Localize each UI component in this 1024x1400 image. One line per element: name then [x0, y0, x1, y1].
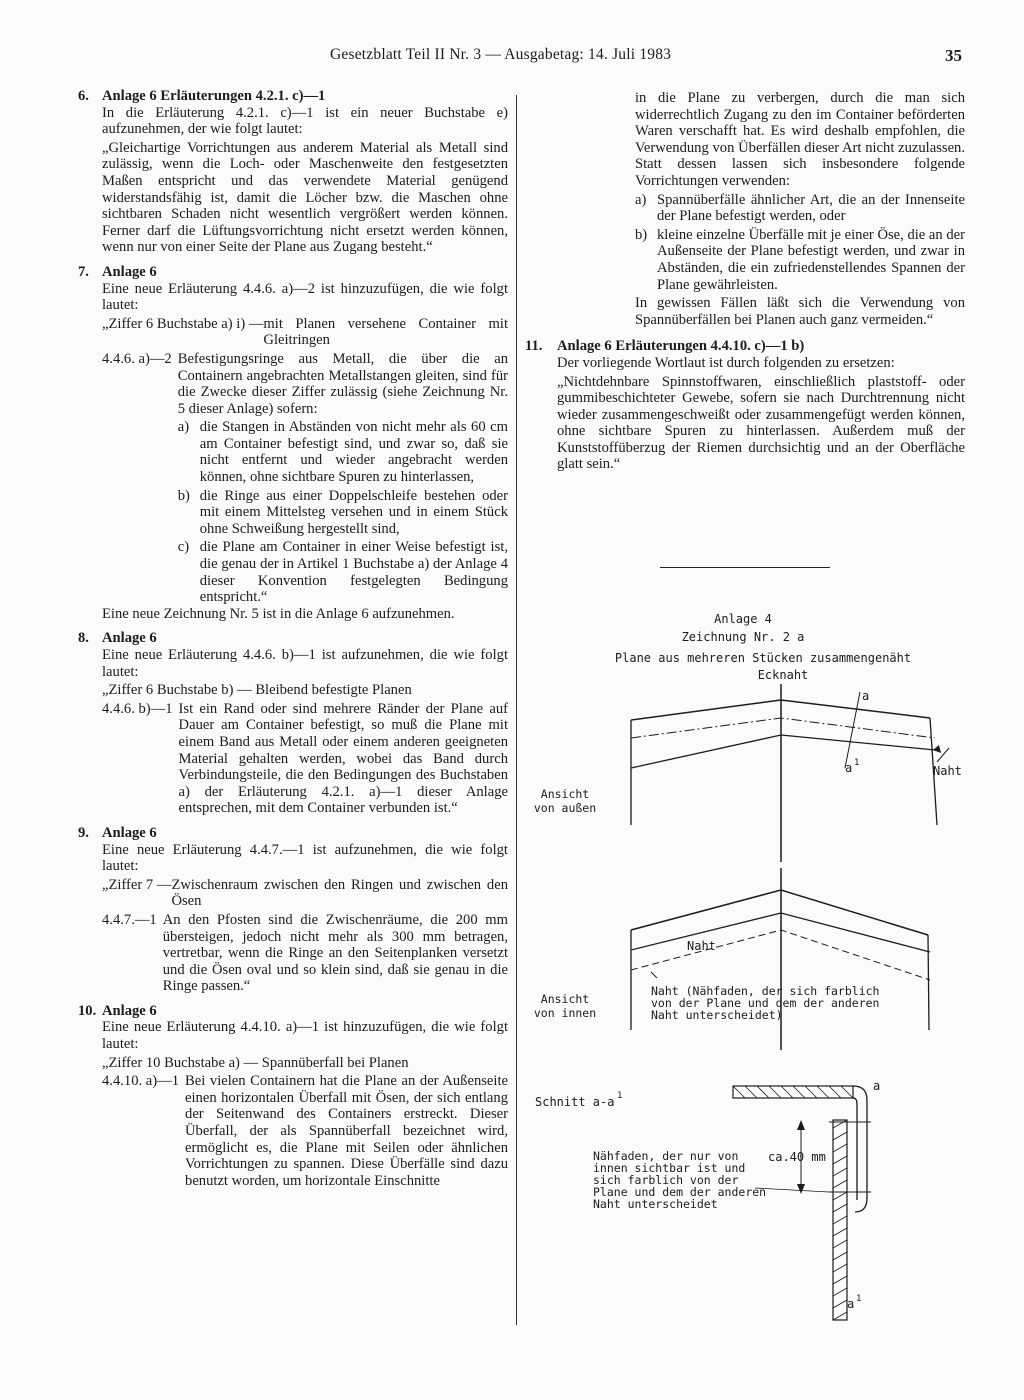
- list-key: a): [177, 419, 190, 436]
- inner-top-edge: [631, 890, 928, 935]
- page-number: 35: [945, 46, 962, 65]
- outside-view-label-1: Ansicht: [540, 787, 590, 801]
- thread-note-1: Nähfaden, der nur von: [593, 1149, 739, 1163]
- item-key: 4.4.10. a)—1: [102, 1073, 180, 1090]
- section-intro: Eine neue Erläuterung 4.4.6. a)—2 ist hinzuzufügen, die wie folgt lautet:: [102, 280, 508, 314]
- thread-note-2: innen sichtbar ist und: [593, 1161, 746, 1175]
- item-text: Bei vielen Containern hat die Plane an der Außenseite einen horizontalen Überfall mit Ösen, der sich entlang der Seitenwand des Containers erstreckt. Dieser Überfall, der als Spannüberfall bezeichnet wird, ermöglicht es, die Plane mit Seilen oder ähnlichen Vorrichtungen zu spannen. Diese Überfälle sind dazu benutzt worden, um horizontale Einschnitte: [185, 1073, 508, 1189]
- quote-label: „Ziffer 7 —: [102, 876, 172, 893]
- list-key: b): [635, 226, 648, 243]
- section-label: Schnitt a-a: [535, 1095, 615, 1109]
- thread-note-4: Plane und dem der anderen: [593, 1185, 767, 1199]
- figure-title-annex: Anlage 4: [714, 612, 772, 626]
- section-outro: Eine neue Zeichnung Nr. 5 ist in die Anlage 6 aufzunehmen.: [102, 605, 455, 622]
- quote-text: Zwischenraum zwischen den Ringen und zwischen den Ösen: [171, 876, 508, 910]
- inside-view-label-1: Ansicht: [540, 992, 590, 1006]
- quote-text: mit Planen versehene Container mit Gleitringen: [263, 315, 508, 349]
- marker-a-label: a: [862, 689, 870, 703]
- marker-a1-label: a: [845, 761, 853, 775]
- quote-label: „Ziffer 6 Buchstabe a) i) —: [102, 315, 264, 332]
- marker-a1-sup: 1: [854, 758, 860, 768]
- corner-seam-label: Ecknaht: [757, 668, 809, 682]
- list-key: c): [177, 539, 190, 556]
- list-text: die Stangen in Abständen von nicht mehr als 60 cm am Container befestigt sind, und zwar so, daß sie nicht entfernt und wieder angebracht werden können, ohne sichtbare Spuren zu hinterlassen,: [199, 419, 508, 486]
- section-number: 11.: [525, 338, 543, 355]
- section-number: 7.: [78, 263, 89, 280]
- section-label-sup: 1: [617, 1091, 623, 1101]
- section-10: [78, 1003, 508, 1190]
- continued-text: in die Plane zu verbergen, durch die man sich widerrechtlich Zugang zu den im Container beförderten Waren verschafft hat. Es wird deshalb empfohlen, die Verwendung von Überfällen dieser Art nicht zuzulassen. Statt dessen lassen sich insbesondere folgende Vorrichtungen verwenden:: [635, 90, 965, 189]
- list-key: b): [177, 487, 190, 504]
- inside-view-label-2: von innen: [533, 1006, 597, 1020]
- section-9: [78, 825, 508, 995]
- section-number: 10.: [78, 1002, 97, 1019]
- seam-arrowhead: [933, 745, 941, 753]
- section-8: [78, 630, 508, 817]
- section-number: 6.: [78, 88, 89, 104]
- item-key: 4.4.6. a)—2: [102, 350, 172, 367]
- list-key: a): [635, 191, 647, 208]
- section-marker-a1: a: [847, 1297, 855, 1311]
- section-number: 9.: [78, 824, 89, 841]
- list-text: kleine einzelne Überfälle mit je einer Öse, die an der Außenseite der Plane befestigt werden, und zwar in Abständen, die ein zufriedenstellendes Spannen der Plane gewährleisten.: [657, 226, 965, 293]
- thread-note-3: sich farblich von der: [593, 1173, 739, 1187]
- section-quote: „Ziffer 10 Buchstabe a) — Spannüberfall bei Planen: [102, 1054, 409, 1071]
- left-column: [78, 88, 508, 1197]
- section-title: Anlage 6: [102, 1002, 157, 1019]
- outside-view-label-2: von außen: [533, 801, 597, 815]
- section-inner-flap: [853, 1098, 857, 1200]
- figure-title-subject: Plane aus mehreren Stücken zusammengenäht: [614, 651, 912, 665]
- inner-right-edge: [928, 935, 929, 1030]
- item-key: 4.4.7.—1: [102, 911, 157, 928]
- item-text: Befestigungsringe aus Metall, die über die an Containern angebrachten Metallstangen gleiten, sind für die Zwecke dieser Ziffer zulässig (siehe Zeichnung Nr. 5 dieser Anlage) sofern:: [177, 350, 508, 417]
- dimension-arrow-top: [797, 1120, 805, 1130]
- page-header: Gesetzblatt Teil II Nr. 3 — Ausgabetag: 14. Juli 1983: [330, 46, 672, 63]
- section-title: Anlage 6 Erläuterungen 4.4.10. c)—1 b): [557, 338, 805, 355]
- section-7: [78, 264, 508, 622]
- section-quote: „Nichtdehnbare Spinnstoffwaren, einschließlich plaststoff- oder gummibeschichteter Gewebe, sofern sie nach Durchtrennung nicht wieder zusammengeschweißt oder zusammengefügt werden können, ohne sichtbare Spuren zu hinterlassen. Außerdem muß der Kunststoffüberzug der Riemen durchsichtig und an der Oberfläche glatt sein.“: [557, 373, 965, 473]
- inner-seam-arrow: [651, 972, 657, 978]
- list-text: die Plane am Container in einer Weise befestigt ist, die genau der in Artikel 1 Buchstabe a) der Anlage 4 dieser Konvention festgelegten Bedingung entspricht.“: [199, 539, 508, 606]
- section-quote: „Gleichartige Vorrichtungen aus anderem Material als Metall sind zulässig, wenn die Loch- oder Maschenweite den festgesetzten Maßen entspricht und das verwendete Material genügend widerstandsfähig ist, damit die Löcher bzw. die Maschen ohne sichtbaren Schaden nicht wesentlich vergrößert werden können. Ferner darf die Lüftungsvorrichtung nicht ersetzt werden können, wenn nur von einer Seite der Plane aus Zugang besteht.“: [102, 139, 508, 256]
- section-wall-hatch: [833, 1120, 847, 1320]
- list-text: Spannüberfälle ähnlicher Art, die an der Innenseite der Plane befestigt werden, oder: [657, 191, 965, 225]
- seam-drawing: [525, 600, 975, 1340]
- section-top-hatch: [733, 1086, 853, 1098]
- section-intro: Eine neue Erläuterung 4.4.6. b)—1 ist aufzunehmen, die wie folgt lautet:: [102, 647, 508, 680]
- right-column: [525, 90, 965, 481]
- dimension-label: ca.40 mm: [768, 1150, 826, 1164]
- section-title: Anlage 6: [102, 263, 157, 280]
- section-number: 8.: [78, 630, 89, 647]
- section-marker-a1-sup: 1: [856, 1294, 862, 1304]
- item-text: Ist ein Rand oder sind mehrere Ränder der Plane auf Dauer am Container befestigt, so muß die Plane mit einem Band aus Metall oder einem anderen geeigneten Material gehalten werden, wobei das Band durch Verbindungsteile, die den Bedingungen des Buchstaben a) der Erläuterung 4.2.1. a)—1 dieser Anlage entsprechen, mit dem Container verbunden ist.“: [178, 700, 508, 817]
- seam-label: Naht: [933, 764, 962, 778]
- section-marker-a: a: [873, 1079, 881, 1093]
- section-title: Anlage 6: [102, 630, 157, 647]
- section-quote: „Ziffer 6 Buchstabe b) — Bleibend befestigte Planen: [102, 682, 412, 699]
- thread-pointer: [755, 1188, 829, 1192]
- section-outer-flap: [853, 1086, 867, 1212]
- section-title: Anlage 6: [102, 824, 157, 841]
- inner-note-3: Naht unterscheidet): [651, 1008, 783, 1022]
- item-text: An den Pfosten sind die Zwischenräume, die 200 mm übersteigen, jedoch nicht mehr als 300 mm betragen, vertretbar, wenn die Ringe an den Seitenplanken versetzt und die Ösen oval und so klein sind, daß sie genau in die Ringe passen.“: [162, 911, 508, 995]
- section-intro: Der vorliegende Wortlaut ist durch folgenden zu ersetzen:: [557, 354, 895, 371]
- inner-seam-label: Naht: [687, 939, 716, 953]
- section-intro: Eine neue Erläuterung 4.4.10. a)—1 ist hinzuzufügen, die wie folgt lautet:: [102, 1019, 508, 1053]
- section-intro: Eine neue Erläuterung 4.4.7.—1 ist aufzunehmen, die wie folgt lautet:: [102, 841, 508, 875]
- section-title: Anlage 6 Erläuterungen 4.2.1. c)—1: [102, 88, 326, 104]
- section-6: [78, 88, 508, 256]
- section-intro: In die Erläuterung 4.2.1. c)—1 ist ein neuer Buchstabe e) aufzunehmen, der wie folgt lautet:: [102, 104, 508, 138]
- inner-note-1: Naht (Nähfaden, der sich farblich: [651, 984, 880, 998]
- continued-outro: In gewissen Fällen läßt sich die Verwendung von Spannüberfällen bei Planen auch ganz vermeiden.“: [635, 295, 965, 328]
- separator-rule: [660, 567, 830, 568]
- item-key: 4.4.6. b)—1: [102, 700, 173, 717]
- inner-note-2: von der Plane und dem der anderen: [651, 996, 880, 1010]
- section-marker-line: [845, 692, 860, 768]
- section-11: [525, 338, 965, 473]
- outer-seam-line: [631, 735, 935, 768]
- thread-note-5: Naht unterscheidet: [593, 1197, 718, 1211]
- dimension-arrow-bottom: [797, 1184, 805, 1194]
- figure-title-drawing: Zeichnung Nr. 2 a: [681, 630, 805, 644]
- column-divider: [516, 95, 517, 1325]
- list-text: die Ringe aus einer Doppelschleife bestehen oder mit einem Mittelsteg versehen und in einem Stück ohne Schweißung hergestellt sind,: [199, 487, 508, 537]
